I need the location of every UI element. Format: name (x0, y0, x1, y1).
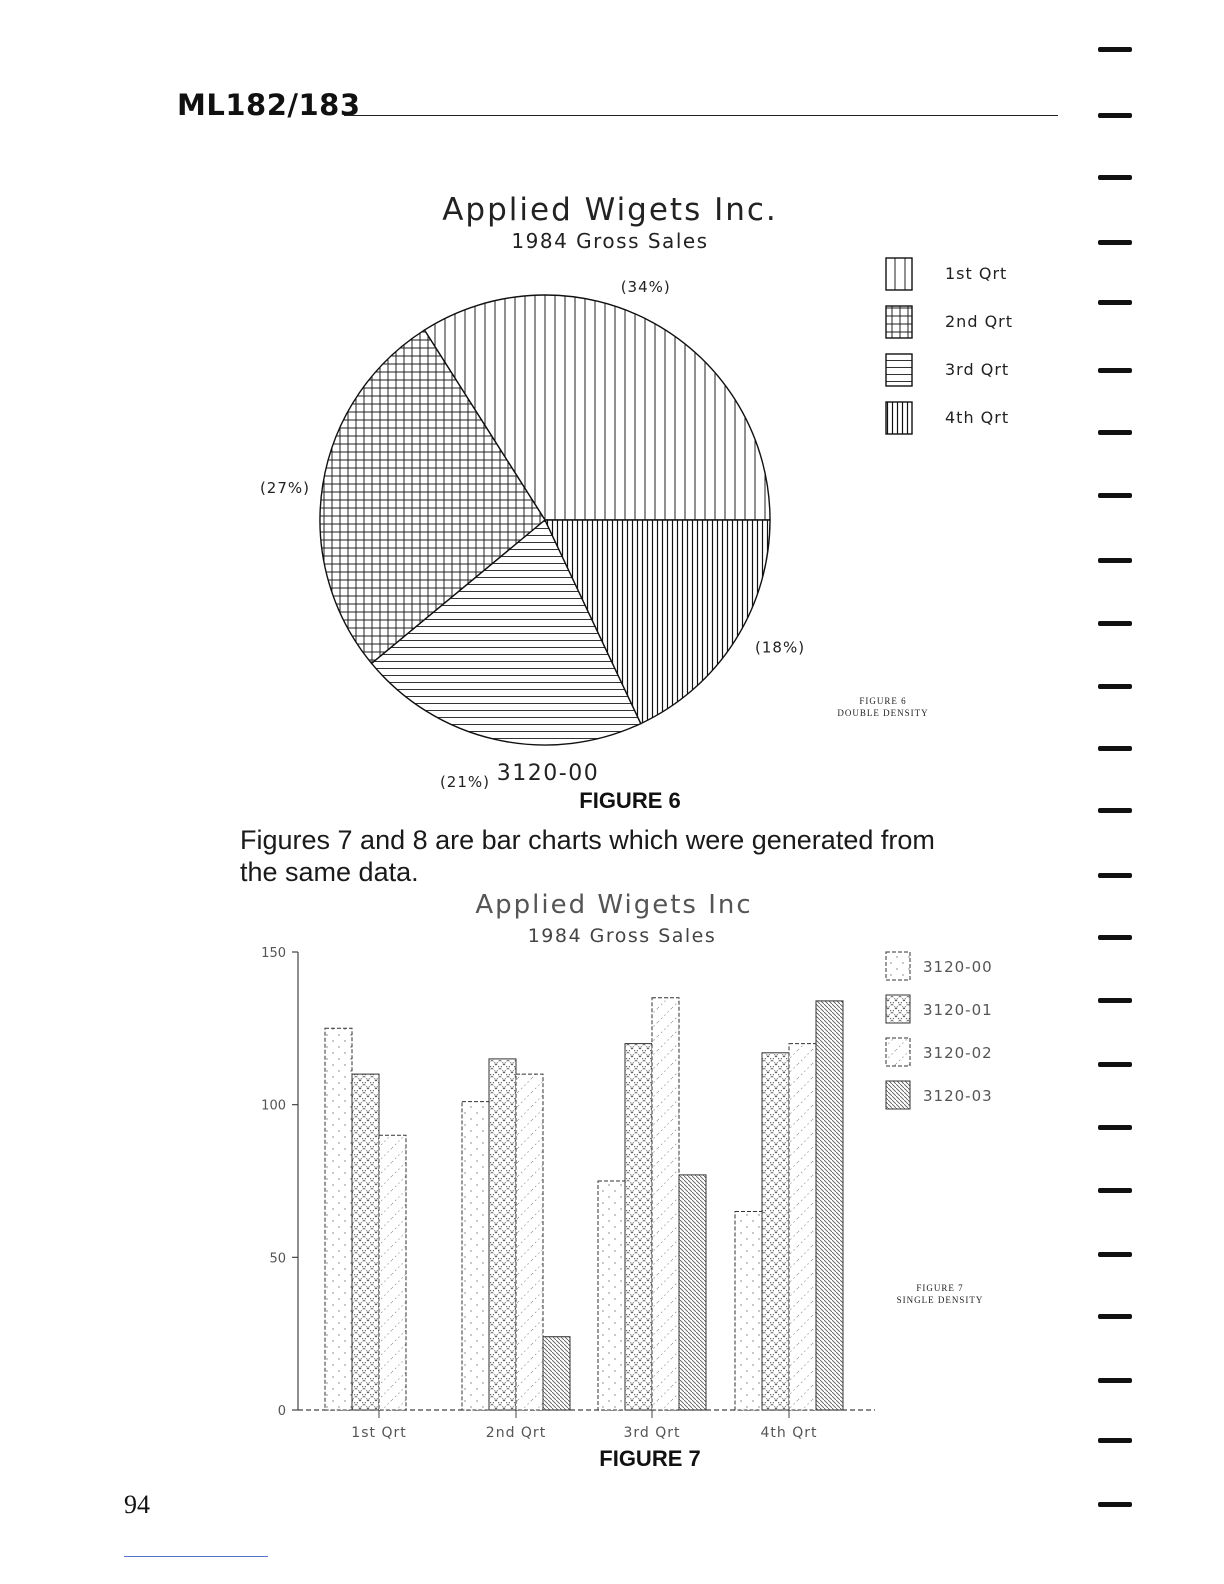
pie-slice-label-3: (21%) (439, 773, 490, 791)
binder-tab (1098, 1314, 1132, 1319)
pie-legend-label-4: 4th Qrt (945, 408, 1010, 427)
pie-series-label: 3120-00 (496, 761, 600, 786)
pie-legend-label-2: 2nd Qrt (945, 312, 1014, 331)
bar-3-2 (625, 1044, 652, 1410)
figure7-stamp-line1: FIGURE 7 (916, 1283, 964, 1293)
x-tick-label-1: 1st Qrt (351, 1425, 407, 1441)
binder-tab (1098, 1438, 1132, 1443)
bar-2-2 (489, 1059, 516, 1410)
x-tick-label-3: 3rd Qrt (623, 1425, 681, 1441)
bar-y-tick-labels (261, 946, 286, 1419)
binder-tab (1098, 998, 1132, 1003)
bar-title: Applied Wigets Inc (475, 890, 753, 920)
bar-legend-label-2: 3120-01 (923, 1001, 993, 1019)
binder-tab (1098, 430, 1132, 435)
binder-tab (1098, 368, 1132, 373)
bar-x-tick-labels (351, 1425, 817, 1441)
binder-tab (1098, 1125, 1132, 1130)
body-paragraph: Figures 7 and 8 are bar charts which were generated from the same data. (240, 825, 935, 887)
binder-tab (1098, 621, 1132, 626)
footer-rule (124, 1556, 268, 1557)
figure7-stamp-line2: SINGLE DENSITY (896, 1295, 984, 1305)
bar-legend-swatch-4 (886, 1081, 910, 1109)
binder-tab (1098, 113, 1132, 118)
binder-tab (1098, 684, 1132, 689)
bar-1-3 (379, 1135, 406, 1410)
binder-tab (1098, 1188, 1132, 1193)
figure6-stamp-line1: FIGURE 6 (859, 696, 907, 706)
bar-1-1 (325, 1028, 352, 1410)
bar-3-4 (679, 1175, 706, 1410)
figure7-caption: FIGURE 7 (599, 1446, 701, 1471)
binder-tab (1098, 493, 1132, 498)
bar-2-4 (543, 1337, 570, 1410)
pie-slice-label-1: (34%) (620, 278, 671, 297)
y-tick-label-100: 100 (261, 1098, 286, 1114)
binder-tab (1098, 558, 1132, 563)
binder-tab (1098, 175, 1132, 180)
x-tick-label-4: 4th Qrt (760, 1425, 818, 1441)
pie-title: Applied Wigets Inc. (442, 192, 778, 228)
y-tick-label-50: 50 (269, 1251, 286, 1267)
bar-3-1 (598, 1181, 625, 1410)
pie-legend-label-1: 1st Qrt (945, 264, 1008, 283)
binder-tab (1098, 1378, 1132, 1383)
figure6-stamp-line2: DOUBLE DENSITY (837, 708, 929, 718)
y-tick-label-150: 150 (261, 946, 286, 961)
binder-tab (1098, 240, 1132, 245)
binder-tab (1098, 300, 1132, 305)
page-number: 94 (124, 1490, 150, 1519)
bar-bars (325, 998, 843, 1410)
bar-3-3 (652, 998, 679, 1410)
binder-tab (1098, 1062, 1132, 1067)
binder-tab (1098, 746, 1132, 751)
bar-legend-label-4: 3120-03 (923, 1087, 993, 1105)
binder-tab (1098, 1252, 1132, 1257)
x-tick-label-2: 2nd Qrt (485, 1425, 547, 1441)
pie-slice-label-2: (27%) (259, 479, 310, 497)
page-header-title: ML182/183 (177, 88, 361, 122)
bar-legend-swatch-2 (886, 995, 910, 1023)
binder-tab (1098, 808, 1132, 813)
bar-subtitle: 1984 Gross Sales (527, 925, 717, 947)
bar-2-1 (462, 1102, 489, 1410)
bar-4-4 (816, 1001, 843, 1410)
bar-1-2 (352, 1074, 379, 1410)
binder-tab (1098, 935, 1132, 940)
bar-4-2 (762, 1053, 789, 1410)
bar-legend-label-3: 3120-02 (923, 1044, 993, 1062)
bar-2-3 (516, 1074, 543, 1410)
y-tick-label-0: 0 (277, 1404, 286, 1419)
bar-4-1 (735, 1212, 762, 1411)
pie-legend-label-3: 3rd Qrt (945, 360, 1010, 379)
binder-tab (1098, 873, 1132, 878)
bar-legend (886, 952, 993, 1109)
figure6-caption: FIGURE 6 (579, 788, 681, 813)
bar-legend-swatch-1 (886, 952, 910, 980)
bar-legend-label-1: 3120-00 (923, 958, 993, 976)
pie-subtitle: 1984 Gross Sales (511, 229, 709, 253)
binder-tab (1098, 47, 1132, 52)
pie-slice-label-4: (18%) (755, 638, 806, 657)
bar-4-3 (789, 1044, 816, 1410)
bar-legend-swatch-3 (886, 1038, 910, 1066)
binder-tab (1098, 1502, 1132, 1507)
